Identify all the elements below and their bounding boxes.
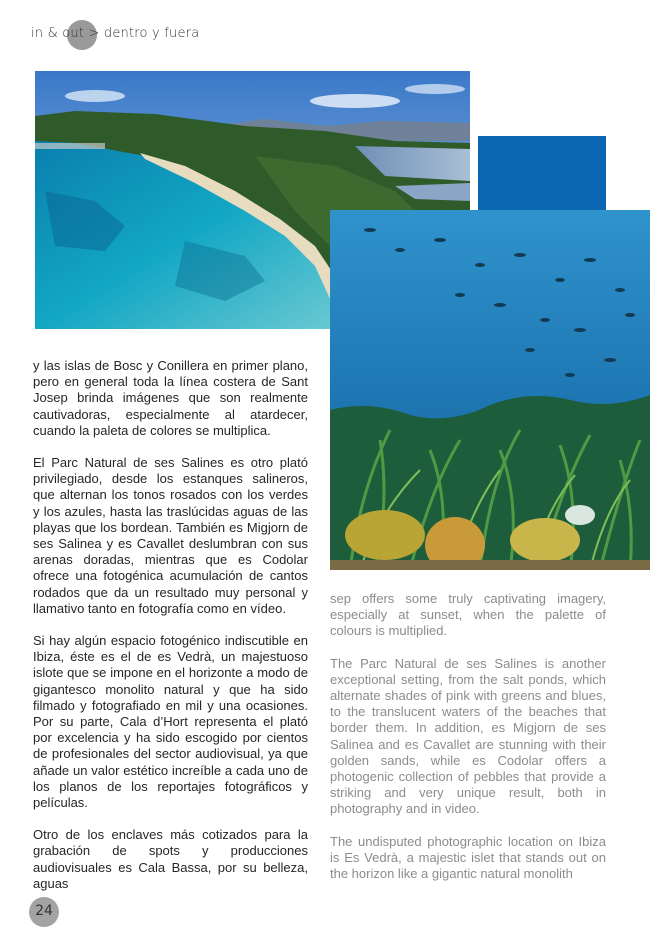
- paragraph: y las islas de Bosc y Conillera en primer plano, pero en general toda la línea costera de Sant Josep brinda imágenes que son realmente cautivadoras, especialmente al atardecer, cuando la paleta de colores se multiplica.: [33, 358, 308, 438]
- underwater-seagrass-photo: [330, 210, 650, 570]
- spanish-text-column: [33, 358, 308, 908]
- page-number-badge: [29, 897, 59, 927]
- english-text-column: [330, 591, 606, 898]
- paragraph: sep offers some truly captivating imagery, especially at sunset, when the palette of colours is multiplied.: [330, 591, 606, 639]
- page-number: 24: [35, 903, 53, 919]
- section-title: in & out > dentro y fuera: [31, 26, 200, 41]
- paragraph: The undisputed photographic location on Ibiza is Es Vedrà, a majestic islet that stands out on the horizon like a gigantic natural monolith: [330, 833, 606, 882]
- paragraph: Si hay algún espacio fotogénico indiscutible en Ibiza, éste es el de es Vedrà, un majestuoso islote que se impone en el horizonte a modo de gigantesco monolito natural y que ha sido filmado y fotografiado en mil y una ocasiones. Por su parte, Cala d’Hort representa el plató por excelencia y ha sido escogido por cientos de profesionales del sector audiovisual, ya que añade un valor estético increíble a cada uno de los planos de los reportajes fotográficos y películas.: [33, 633, 308, 811]
- accent-blue-block: [478, 136, 606, 210]
- paragraph: The Parc Natural de ses Salines is another exceptional setting, from the salt ponds, which alternate shades of pink with greens and blues, to the translucent waters of the beaches that border them. In addition, es Migjorn de ses Salinea and es Cavallet are stunning with their golden sands, while es Codolar offers a photogenic collection of pebbles that provide a striking and very unique result, both in photography and in video.: [330, 655, 606, 817]
- paragraph: El Parc Natural de ses Salines es otro plató privilegiado, desde los estanques salineros, que alternan los tonos rosados con los verdes y los azules, hasta las traslúcidas aguas de las playas que los bordean. También es Migjorn de ses Salinea y es Cavallet deslumbran con sus arenas doradas, mientras que es Codolar ofrece una fotogénica acumulación de cantos rodados que da un resultado muy personal y llamativo tanto en fotografía como en vídeo.: [33, 455, 308, 616]
- paragraph: Otro de los enclaves más cotizados para la grabación de spots y producciones audiovisuales es Cala Bassa, por su belleza, aguas: [33, 827, 308, 891]
